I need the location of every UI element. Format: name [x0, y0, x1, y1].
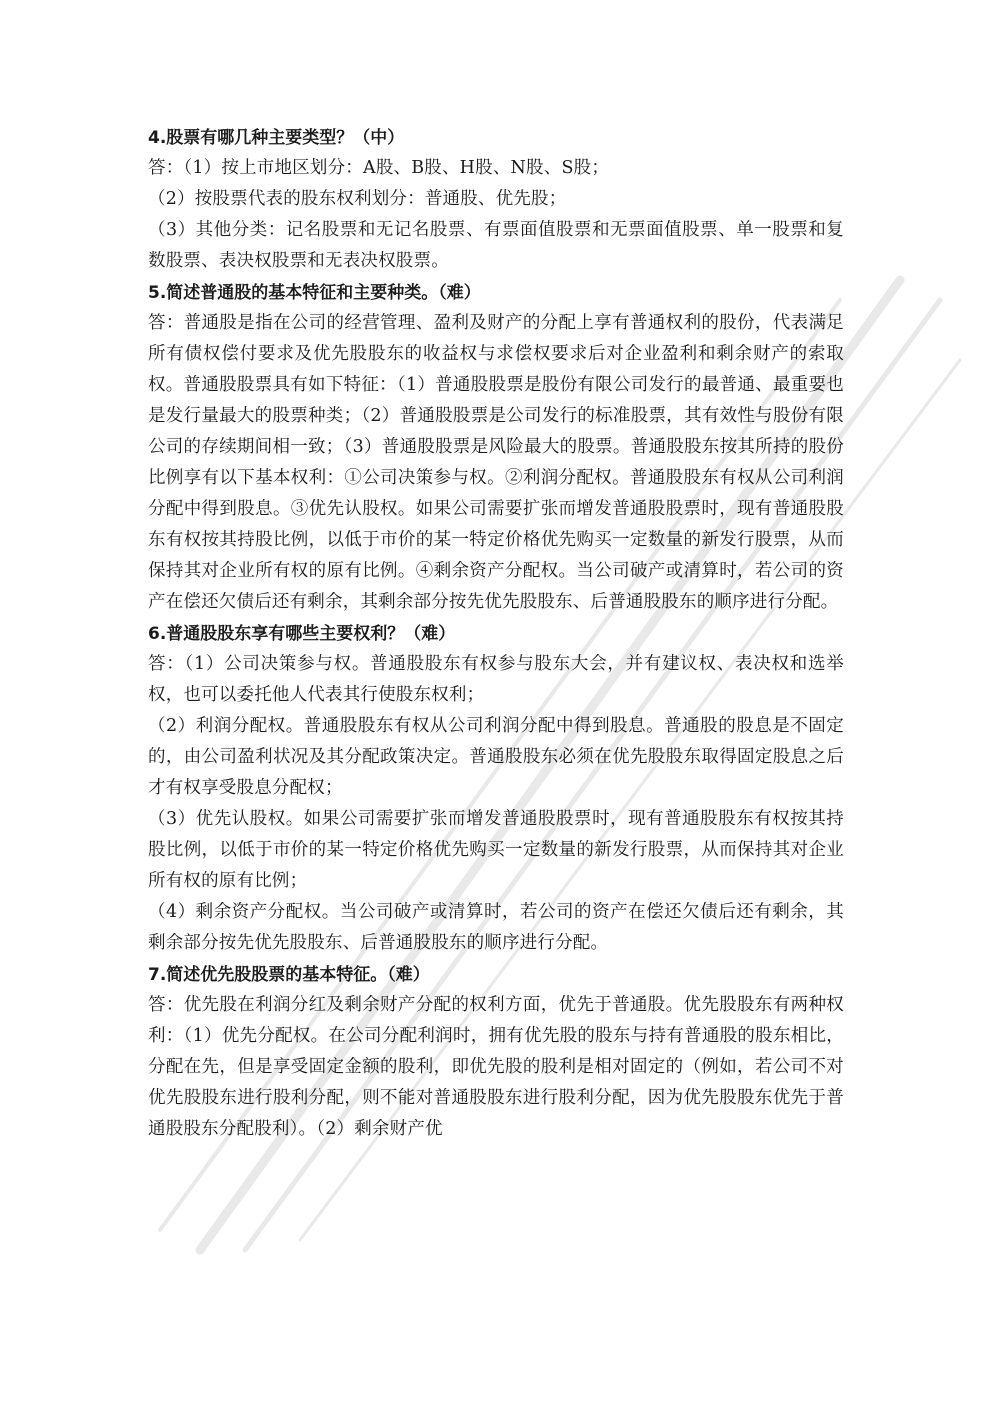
answer-paragraph: 答：普通股是指在公司的经营管理、盈利及财产的分配上享有普通权利的股份，代表满足所有债权偿付要求及优先股股东的收益权与求偿权要求后对企业盈利和剩余财产的索取权。普通股股票具有如下特征：（1）普通股股票是股份有限公司发行的最普通、最重要也是发行量最大的股票种类；（2）普通股股票是公司发行的标准股票，其有效性与股份有限公司的存续期间相一致；（3）普通股股票是风险最大的股票。普通股股东按其所持的股份比例享有以下基本权利：①公司决策参与权。②利润分配权。普通股股东有权从公司利润分配中得到股息。③优先认股权。如果公司需要扩张而增发普通股股票时，现有普通股股东有权按其持股比例，以低于市价的某一特定价格优先购买一定数量的新发行股票，从而保持其对企业所有权的原有比例。④剩余资产分配权。当公司破产或清算时，若公司的资产在偿还欠债后还有剩余，其剩余部分按先优先股股东、后普通股股东的顺序进行分配。 [148, 313, 844, 612]
answer-paragraph: （2）利润分配权。普通股股东有权从公司利润分配中得到股息。普通股的股息是不固定的，由公司盈利状况及其分配政策决定。普通股股东必须在优先股股东取得固定股息之后才有权享受股息分配权； [148, 716, 844, 798]
question-5-title: 5.简述普通股的基本特征和主要种类。（难） [148, 283, 481, 303]
answer-paragraph: （2）按股票代表的股东权利划分：普通股、优先股； [148, 189, 567, 209]
answer-paragraph: 答：（1）按上市地区划分：A股、B股、H股、N股、S股； [148, 158, 610, 178]
document-body [148, 122, 844, 1145]
answer-paragraph: 答：（1）公司决策参与权。普通股股东有权参与股东大会，并有建议权、表决权和选举权，也可以委托他人代表其行使股东权利； [148, 654, 844, 705]
answer-paragraph: （3）其他分类：记名股票和无记名股票、有票面值股票和无票面值股票、单一股票和复数股票、表决权股票和无表决权股票。 [148, 220, 844, 271]
question-6-title: 6.普通股股东享有哪些主要权利？（难） [148, 624, 456, 644]
question-7-title: 7.简述优先股股票的基本特征。（难） [148, 965, 430, 985]
question-4-title: 4.股票有哪几种主要类型？（中） [148, 128, 405, 148]
answer-paragraph: （3）优先认股权。如果公司需要扩张而增发普通股股票时，现有普通股股东有权按其持股比例，以低于市价的某一特定价格优先购买一定数量的新发行股票，从而保持其对企业所有权的原有比例； [148, 809, 844, 891]
answer-paragraph: 答：优先股在利润分红及剩余财产分配的权利方面，优先于普通股。优先股股东有两种权利：（1）优先分配权。在公司分配利润时，拥有优先股的股东与持有普通股的股东相比，分配在先，但是享受固定金额的股利，即优先股的股利是相对固定的（例如，若公司不对优先股股东进行股利分配，则不能对普通股股东进行股利分配，因为优先股股东优先于普通股股东分配股利）。（2）剩余财产优 [148, 995, 844, 1139]
answer-paragraph: （4）剩余资产分配权。当公司破产或清算时，若公司的资产在偿还欠债后还有剩余，其剩余部分按先优先股股东、后普通股股东的顺序进行分配。 [148, 902, 844, 953]
